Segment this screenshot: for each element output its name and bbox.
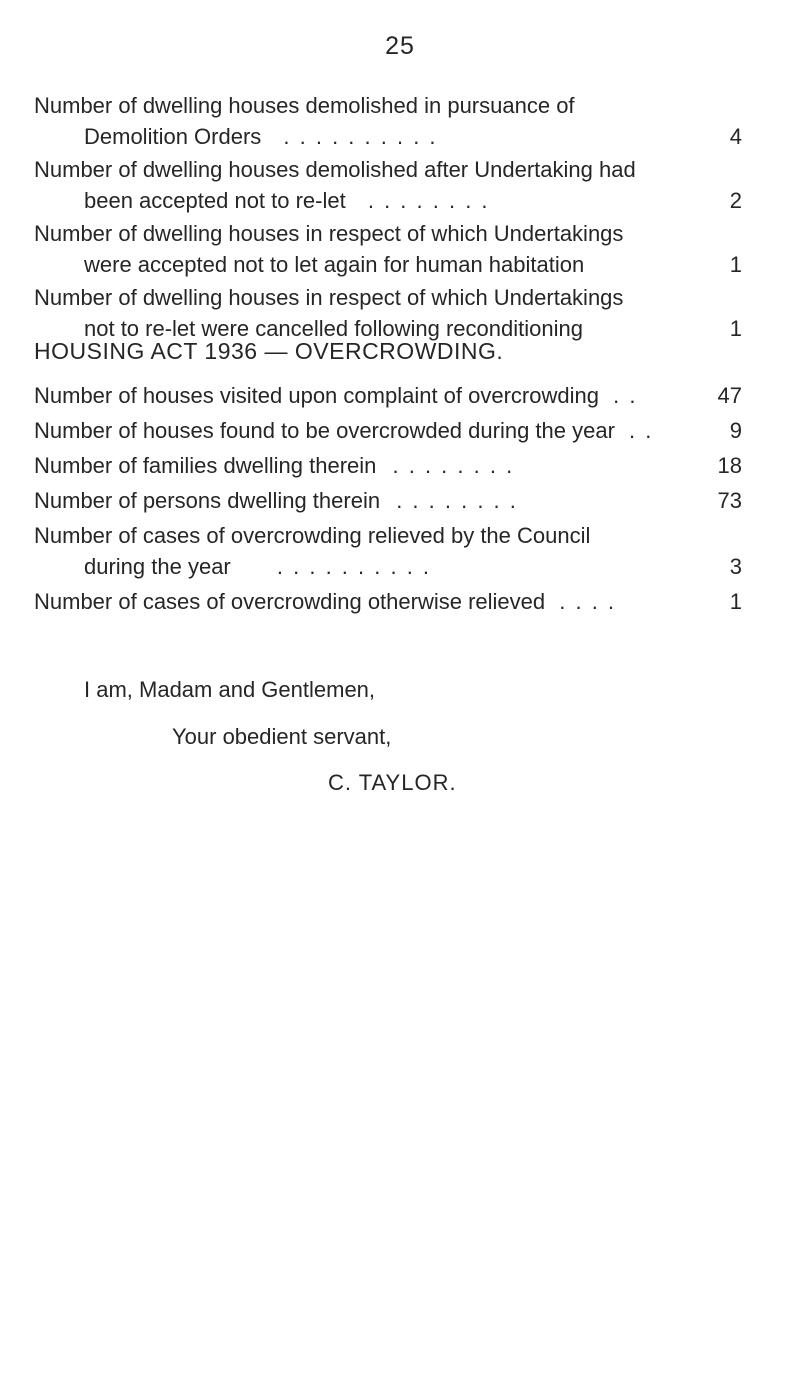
signature: C. TAYLOR. — [328, 770, 457, 795]
entry-label: Number of families dwelling therein — [34, 453, 377, 478]
leader-dots: . . — [613, 383, 638, 408]
entry-text-line2-label: Demolition Orders — [84, 124, 262, 149]
entry-text-line1: Number of dwelling houses in respect of which Undertakings — [34, 285, 624, 310]
entry-text-line1: Number of dwelling houses demolished in pursuance of — [34, 93, 575, 118]
entry-text-line1: Number of dwelling houses demolished after Undertaking had — [34, 157, 636, 182]
entry-value: 73 — [717, 488, 742, 513]
valediction: Your obedient servant, — [172, 724, 392, 749]
entry-text-line1 — [34, 485, 682, 516]
leader-dots: . . — [629, 418, 654, 443]
leader-dots: . . . . — [559, 589, 617, 614]
demolished-after-undertaking-entry — [34, 154, 742, 216]
overcrowding-section — [34, 380, 742, 617]
page-number: 25 — [385, 32, 415, 60]
entry-text-line1 — [34, 586, 682, 617]
houses-visited-entry — [34, 380, 742, 411]
undertakings-not-to-let-entry — [34, 218, 742, 280]
entry-text-line2: not to re-let were cancelled following reconditioning — [84, 316, 583, 341]
entry-text-line1 — [34, 450, 682, 481]
entry-text-line2-label: during the year — [84, 554, 231, 579]
entry-label: Number of cases of overcrowding otherwise relieved — [34, 589, 546, 614]
entry-label: Number of houses found to be overcrowded during the year — [34, 418, 615, 443]
entry-value: 2 — [729, 188, 742, 213]
demolition-section — [34, 90, 742, 344]
entry-value: 1 — [729, 589, 742, 614]
houses-overcrowded-entry — [34, 415, 742, 446]
demolition-orders-entry — [34, 90, 742, 152]
entry-value: 9 — [729, 418, 742, 443]
otherwise-relieved-entry — [34, 586, 742, 617]
leader-dots: . . . . . . . . — [396, 488, 518, 513]
entry-value: 18 — [717, 453, 742, 478]
entry-text-line1: Number of dwelling houses in respect of which Undertakings — [34, 221, 624, 246]
entry-text-line2 — [34, 121, 682, 152]
entry-text-line1 — [34, 380, 682, 411]
entry-label: Number of persons dwelling therein — [34, 488, 381, 513]
entry-text-line2 — [34, 185, 682, 216]
entry-value: 1 — [729, 252, 742, 277]
leader-dots: . . . . . . . . — [392, 453, 515, 478]
entry-text-line2-label: been accepted not to re-let — [84, 188, 346, 213]
entry-text-line1 — [34, 415, 682, 446]
entry-text-line2: were accepted not to let again for human habitation — [84, 252, 585, 277]
entry-value: 1 — [729, 316, 742, 341]
overcrowding-heading: HOUSING ACT 1936 — OVERCROWDING. — [34, 338, 504, 364]
persons-dwelling-entry — [34, 485, 742, 516]
entry-value: 47 — [717, 383, 742, 408]
leader-dots: . . . . . . . . . . — [276, 554, 432, 579]
leader-dots: . . . . . . . . . . — [283, 124, 438, 149]
entry-label: Number of houses visited upon complaint of overcrowding — [34, 383, 599, 408]
families-dwelling-entry — [34, 450, 742, 481]
salutation: I am, Madam and Gentlemen, — [84, 677, 376, 702]
entry-value: 3 — [729, 554, 742, 579]
entry-text-line2 — [34, 551, 682, 582]
entry-value: 4 — [729, 124, 742, 149]
relieved-by-council-entry — [34, 520, 742, 582]
entry-text-line1: Number of cases of overcrowding relieved by the Council — [34, 523, 591, 548]
leader-dots: . . . . . . . . — [367, 188, 490, 213]
undertakings-cancelled-entry — [34, 282, 742, 344]
